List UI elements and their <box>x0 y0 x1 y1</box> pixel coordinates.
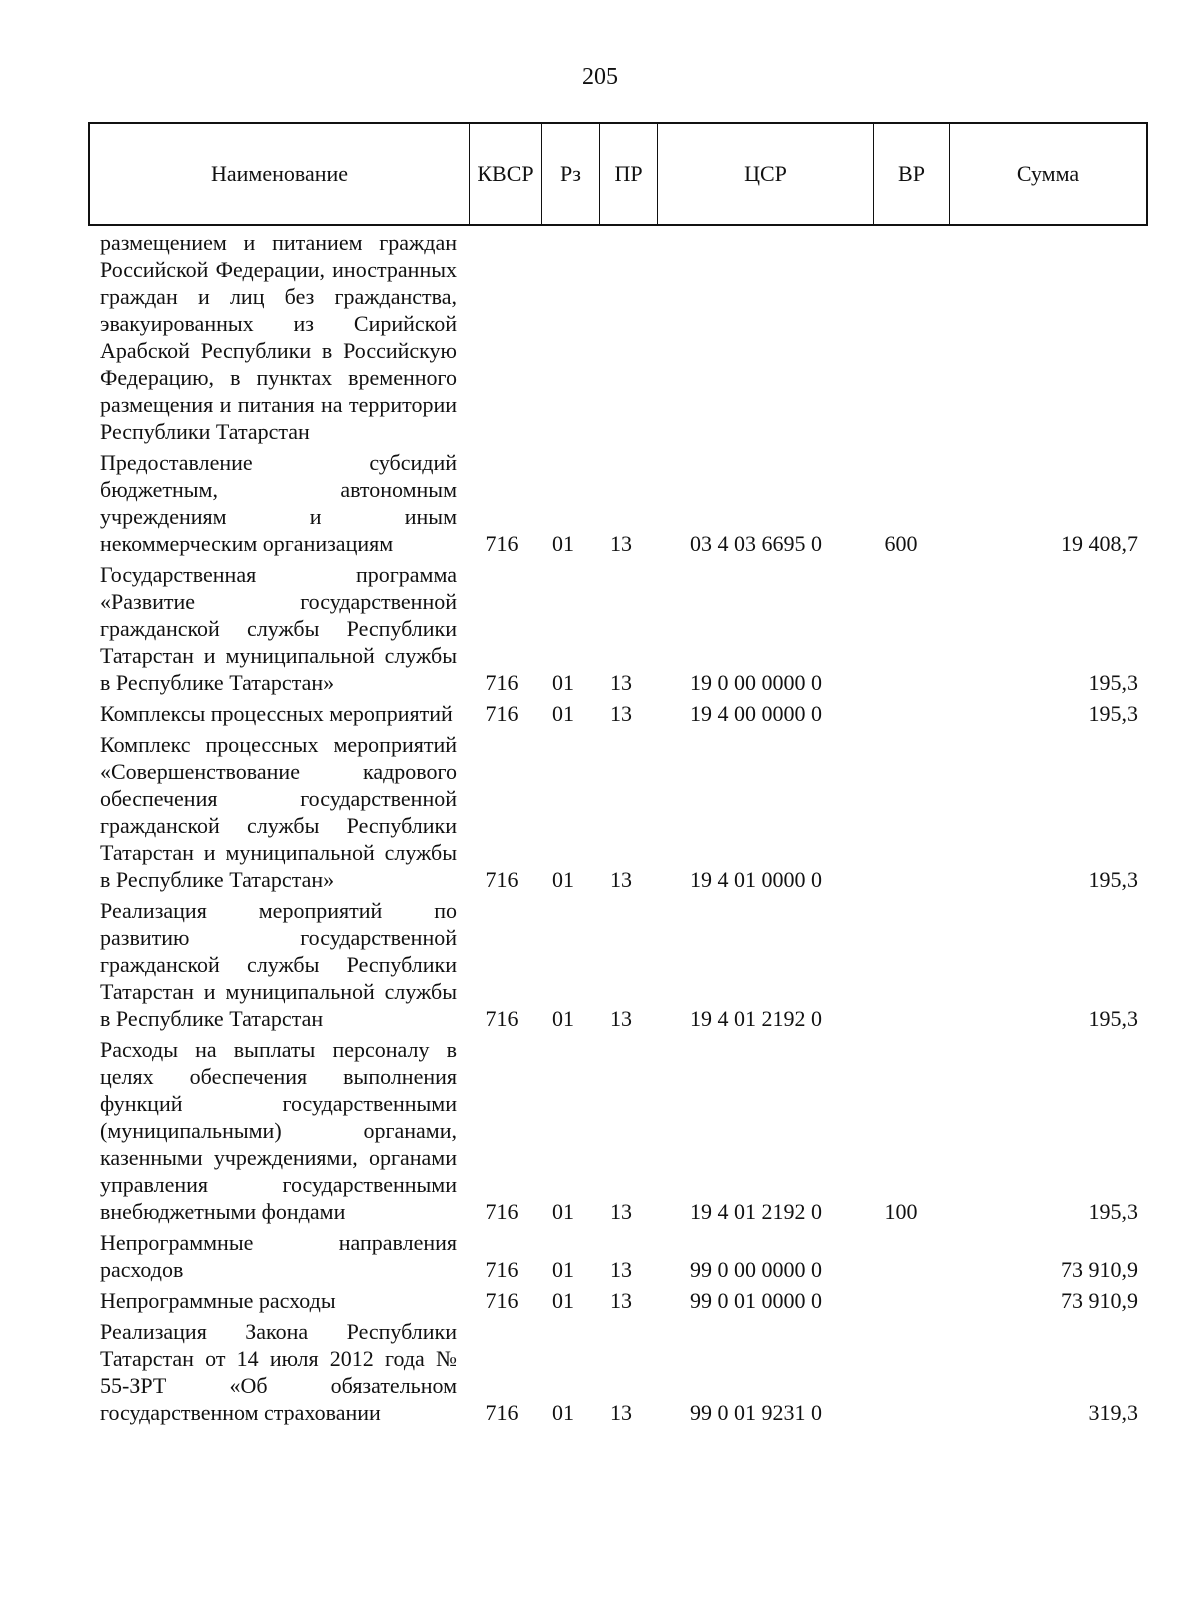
row-rz: 01 <box>552 1288 574 1313</box>
table-row <box>100 1036 1140 1225</box>
row-sum: 19 408,7 <box>1061 531 1138 556</box>
row-kvsr: 716 <box>485 1257 519 1282</box>
table-header <box>88 122 1148 226</box>
row-kvsr: 716 <box>485 701 519 726</box>
table-row <box>100 1318 1140 1426</box>
header-rz: Рз <box>542 124 600 224</box>
row-name: Комплексы процессных мероприятий <box>100 701 453 726</box>
row-kvsr: 716 <box>485 1400 519 1425</box>
row-rz: 01 <box>552 1199 574 1224</box>
row-kvsr: 716 <box>485 1288 519 1313</box>
row-csr: 19 4 00 0000 0 <box>690 701 822 726</box>
row-kvsr: 716 <box>485 531 519 556</box>
row-sum: 195,3 <box>1088 867 1138 892</box>
row-name: Комплекс процессных мероприятий «Совершенствование кадрового обеспечения государственной гражданской службы Республики Татарстан и муниципальной службы в Республике Татарстан» <box>100 732 457 892</box>
table-body <box>100 229 1140 1430</box>
row-kvsr: 716 <box>485 670 519 695</box>
row-name: Непрограммные расходы <box>100 1288 336 1313</box>
table-row <box>100 1229 1140 1283</box>
header-csr: ЦСР <box>658 124 874 224</box>
row-rz: 01 <box>552 531 574 556</box>
row-sum: 73 910,9 <box>1061 1288 1138 1313</box>
row-sum: 195,3 <box>1088 670 1138 695</box>
row-name: размещением и питанием граждан Российской Федерации, иностранных граждан и лиц без гражданства, эвакуированных из Сирийской Арабской Республики в Российскую Федерацию, в пунктах временного размещения и питания на территории Республики Татарстан <box>100 230 457 444</box>
row-sum: 319,3 <box>1088 1400 1138 1425</box>
row-csr: 19 4 01 0000 0 <box>690 867 822 892</box>
row-rz: 01 <box>552 867 574 892</box>
row-sum: 195,3 <box>1088 1006 1138 1031</box>
row-rz: 01 <box>552 1400 574 1425</box>
row-pr: 13 <box>610 1199 632 1224</box>
row-name: Реализация мероприятий по развитию государственной гражданской службы Республики Татарстан и муниципальной службы в Республике Татарстан <box>100 898 457 1031</box>
row-pr: 13 <box>610 1400 632 1425</box>
row-rz: 01 <box>552 1006 574 1031</box>
row-pr: 13 <box>610 867 632 892</box>
row-sum: 195,3 <box>1088 701 1138 726</box>
row-sum: 195,3 <box>1088 1199 1138 1224</box>
row-pr: 13 <box>610 670 632 695</box>
row-kvsr: 716 <box>485 867 519 892</box>
row-csr: 19 4 01 2192 0 <box>690 1006 822 1031</box>
row-name: Государственная программа «Развитие государственной гражданской службы Республики Татарстан и муниципальной службы в Республике Татарстан» <box>100 562 457 695</box>
header-sum: Сумма <box>1016 161 1080 186</box>
header-vr: ВР <box>874 124 950 224</box>
table-row <box>100 731 1140 893</box>
row-sum: 73 910,9 <box>1061 1257 1138 1282</box>
table-row <box>100 229 1140 445</box>
header-pr: ПР <box>600 124 658 224</box>
row-rz: 01 <box>552 701 574 726</box>
row-csr: 99 0 01 0000 0 <box>690 1288 822 1313</box>
row-name: Предоставление субсидий бюджетным, автономным учреждениям и иным некоммерческим организациям <box>100 450 457 556</box>
row-name: Реализация Закона Республики Татарстан от 14 июля 2012 года № 55-ЗРТ «Об обязательном государственном страховании <box>100 1319 457 1425</box>
header-name: Наименование <box>90 124 470 224</box>
row-pr: 13 <box>610 1257 632 1282</box>
row-pr: 13 <box>610 1006 632 1031</box>
row-kvsr: 716 <box>485 1199 519 1224</box>
row-csr: 19 4 01 2192 0 <box>690 1199 822 1224</box>
row-vr: 600 <box>884 531 918 556</box>
row-vr: 100 <box>884 1199 918 1224</box>
row-csr: 19 0 00 0000 0 <box>690 670 822 695</box>
row-rz: 01 <box>552 1257 574 1282</box>
table-row <box>100 449 1140 557</box>
header-kvsr: КВСР <box>470 124 542 224</box>
table-row <box>100 700 1140 727</box>
row-name: Расходы на выплаты персоналу в целях обеспечения выполнения функций государственными (муниципальными) органами, казенными учреждениями, органами управления государственными внебюджетными фондами <box>100 1037 457 1224</box>
table-row <box>100 1287 1140 1314</box>
row-pr: 13 <box>610 701 632 726</box>
table-row <box>100 897 1140 1032</box>
row-name: Непрограммные направления расходов <box>100 1230 457 1282</box>
table-row <box>100 561 1140 696</box>
row-kvsr: 716 <box>485 1006 519 1031</box>
page-number: 205 <box>582 64 618 90</box>
row-csr: 99 0 00 0000 0 <box>690 1257 822 1282</box>
row-rz: 01 <box>552 670 574 695</box>
row-csr: 99 0 01 9231 0 <box>690 1400 822 1425</box>
row-pr: 13 <box>610 1288 632 1313</box>
row-csr: 03 4 03 6695 0 <box>690 531 822 556</box>
row-pr: 13 <box>610 531 632 556</box>
